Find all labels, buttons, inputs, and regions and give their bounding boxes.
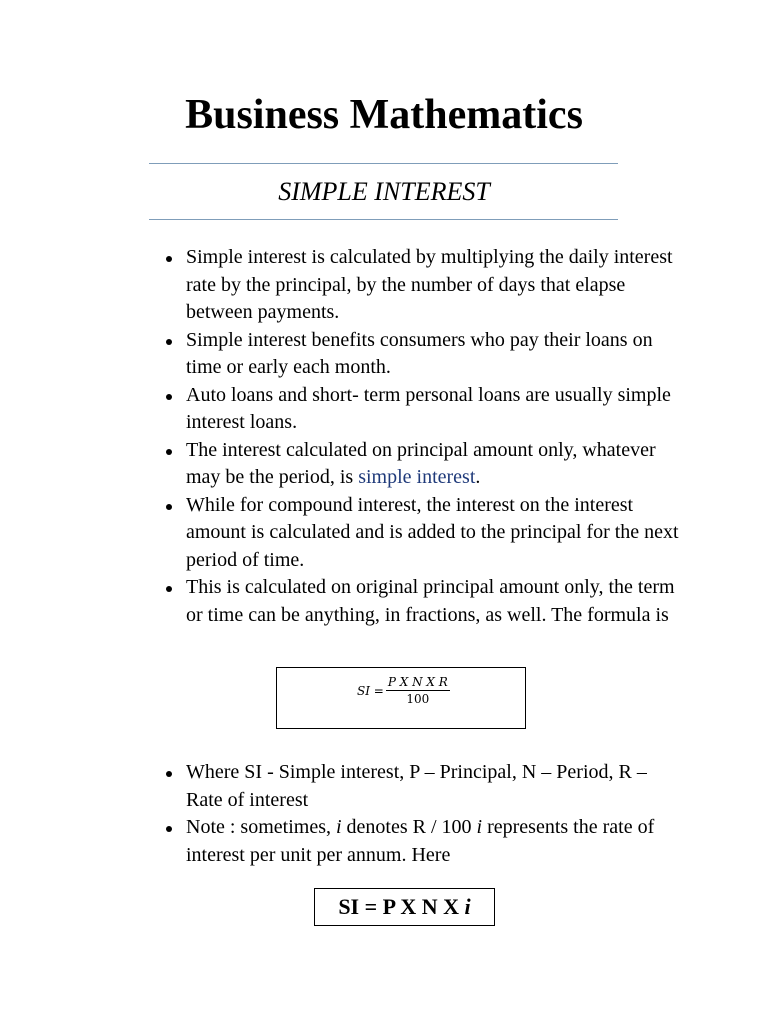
formula-lhs: SI = [357, 683, 384, 698]
title-divider-bottom [149, 219, 618, 220]
si-formula-simplified [314, 888, 495, 926]
list-item: Simple interest is calculated by multiplying the daily interest rate by the principal, by the number of days that elapse between payments. [186, 244, 686, 327]
formula2-main: SI = P X N X [338, 894, 465, 919]
list-item: While for compound interest, the interest on the interest amount is calculated and is added to the principal for the next period of time. [186, 492, 686, 575]
si-formula [357, 674, 450, 707]
var-i: i [476, 816, 483, 838]
item-text: represents the rate of interest per unit per annum. Here [186, 816, 655, 866]
item-text: The interest calculated on principal amount only, whatever may be the period, is [186, 438, 656, 488]
var-i: i [335, 816, 342, 838]
formula-numerator: P X N X R [387, 675, 448, 689]
list-item: Auto loans and short- term personal loans are usually simple interest loans. [186, 382, 686, 437]
list-item: This is calculated on original principal amount only, the term or time can be anything, in fractions, as well. The formula is [186, 574, 686, 629]
section-subtitle: SIMPLE INTEREST [278, 177, 490, 206]
title-divider-top [149, 163, 618, 164]
bullet-list-notes [186, 759, 686, 869]
list-item: Where SI - Simple interest, P – Principal, N – Period, R – Rate of interest [186, 759, 686, 814]
list-item [186, 814, 686, 869]
list-item [186, 437, 686, 492]
bullet-list-definitions [186, 244, 686, 629]
item-text: Note : sometimes, [186, 816, 336, 838]
formula-fraction [386, 674, 450, 707]
page-title: Business Mathematics [185, 92, 583, 138]
formula-box [276, 667, 526, 729]
item-text: . [475, 466, 481, 488]
item-text: denotes R / 100 [341, 816, 477, 838]
simple-interest-link[interactable]: simple interest [358, 466, 476, 488]
formula2-var: i [464, 894, 471, 919]
list-item: Simple interest benefits consumers who pay their loans on time or early each month. [186, 327, 686, 382]
formula-denominator: 100 [406, 692, 430, 706]
